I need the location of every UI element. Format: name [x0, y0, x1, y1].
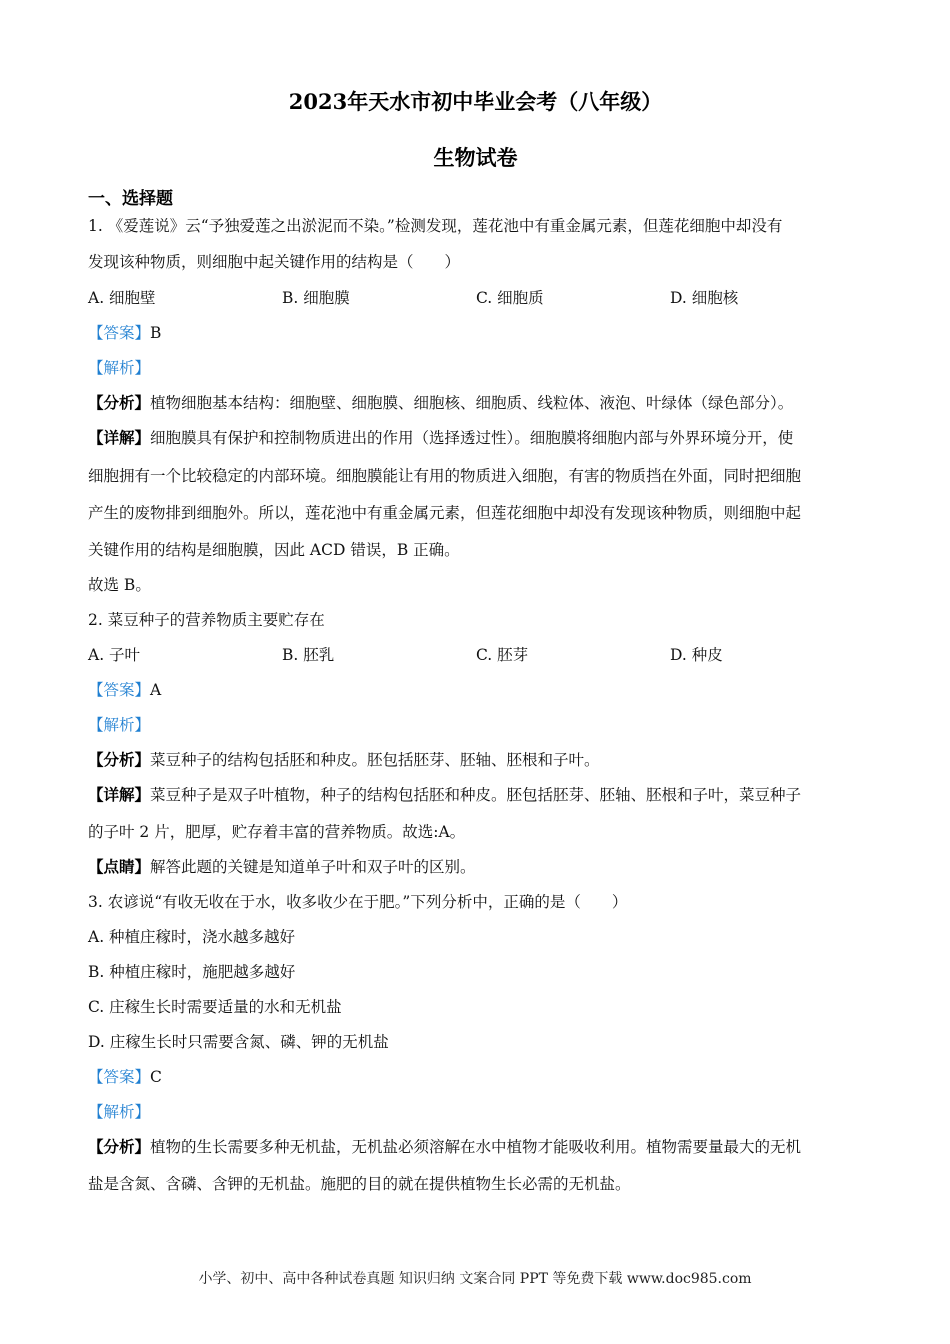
- q1-option-a: A. 细胞壁: [88, 289, 156, 307]
- q1-option-c: C. 细胞质: [476, 289, 544, 307]
- answer-value: B: [150, 324, 162, 342]
- xiangjie-text: 菜豆种子是双子叶植物，种子的结构包括胚和种皮。胚包括胚芽、胚轴、胚根和子叶，菜豆种子: [150, 786, 802, 804]
- q3-jiexi-tag: 【解析】: [88, 1103, 151, 1121]
- q2-dianjing: [88, 857, 476, 877]
- q2-fenxi: [88, 750, 600, 770]
- dianjing-tag: 【点睛】: [88, 857, 151, 876]
- fenxi-text: 植物的生长需要多种无机盐，无机盐必须溶解在水中植物才能吸收利用。植物需要量最大的无机: [150, 1138, 802, 1156]
- q3-option-b: B. 种植庄稼时，施肥越多越好: [88, 963, 296, 981]
- xiangjie-tag: 【详解】: [88, 785, 151, 804]
- exam-subtitle: 生物试卷: [433, 145, 518, 170]
- fenxi-tag: 【分析】: [88, 1137, 151, 1156]
- q2-xiangjie-line2: 的子叶 2 片，肥厚，贮存着丰富的营养物质。故选:A。: [88, 823, 466, 841]
- q3-fenxi-line1: [88, 1137, 801, 1157]
- answer-tag: 【答案】: [88, 681, 151, 699]
- answer-tag: 【答案】: [88, 324, 151, 342]
- q1-xiangjie-line1: [88, 428, 793, 448]
- exam-title: 2023年天水市初中毕业会考（八年级）: [288, 89, 663, 114]
- dianjing-text: 解答此题的关键是知道单子叶和双子叶的区别。: [150, 858, 476, 876]
- q1-conclusion: 故选 B。: [88, 576, 151, 594]
- q3-answer: [88, 1067, 162, 1087]
- q1-option-b: B. 细胞膜: [282, 289, 350, 307]
- q3-option-a: A. 种植庄稼时，浇水越多越好: [88, 928, 296, 946]
- q2-option-a: A. 子叶: [88, 646, 141, 664]
- q1-answer: [88, 323, 161, 343]
- q3-fenxi-line2: 盐是含氮、含磷、含钾的无机盐。施肥的目的就在提供植物生长必需的无机盐。: [88, 1175, 631, 1193]
- answer-tag: 【答案】: [88, 1068, 151, 1086]
- footer-text: 小学、初中、高中各种试卷真题 知识归纳 文案合同 PPT 等免费下载 www.doc985.com: [198, 1271, 752, 1287]
- q3-option-d: D. 庄稼生长时只需要含氮、磷、钾的无机盐: [88, 1033, 389, 1051]
- fenxi-tag: 【分析】: [88, 393, 151, 412]
- q1-xiangjie-line3: 产生的废物排到细胞外。所以，莲花池中有重金属元素，但莲花细胞中却没有发现该种物质，则细胞中起: [88, 504, 802, 522]
- q2-stem: 2. 菜豆种子的营养物质主要贮存在: [88, 611, 325, 629]
- q2-option-b: B. 胚乳: [282, 646, 335, 664]
- q1-stem-line1: 1. 《爱莲说》云“予独爱莲之出淤泥而不染。”检测发现，莲花池中有重金属元素，但莲花细胞中却没有: [88, 217, 783, 235]
- q2-xiangjie-line1: [88, 785, 801, 805]
- q2-answer: [88, 680, 161, 700]
- q3-option-c: C. 庄稼生长时需要适量的水和无机盐: [88, 998, 342, 1016]
- fenxi-text: 菜豆种子的结构包括胚和种皮。胚包括胚芽、胚轴、胚根和子叶。: [150, 751, 600, 769]
- fenxi-text: 植物细胞基本结构：细胞壁、细胞膜、细胞核、细胞质、线粒体、液泡、叶绿体（绿色部分）。: [150, 394, 794, 412]
- xiangjie-text: 细胞膜具有保护和控制物质进出的作用（选择透过性）。细胞膜将细胞内部与外界环境分开，使: [150, 429, 794, 447]
- q1-stem-line2: 发现该种物质，则细胞中起关键作用的结构是（ ）: [88, 253, 461, 271]
- q1-xiangjie-line4: 关键作用的结构是细胞膜，因此 ACD 错误，B 正确。: [88, 541, 460, 559]
- fenxi-tag: 【分析】: [88, 750, 151, 769]
- answer-value: A: [150, 681, 162, 699]
- q1-fenxi: [88, 393, 793, 413]
- q1-xiangjie-line2: 细胞拥有一个比较稳定的内部环境。细胞膜能让有用的物质进入细胞，有害的物质挡在外面，同时把细胞: [88, 467, 802, 485]
- q1-option-d: D. 细胞核: [670, 289, 739, 307]
- q2-option-d: D. 种皮: [670, 646, 723, 664]
- q1-jiexi-tag: 【解析】: [88, 359, 151, 377]
- q2-option-c: C. 胚芽: [476, 646, 529, 664]
- section-heading: 一、选择题: [88, 189, 173, 209]
- q3-stem: 3. 农谚说“有收无收在于水，收多收少在于肥。”下列分析中，正确的是（ ）: [88, 893, 628, 911]
- answer-value: C: [150, 1068, 162, 1086]
- xiangjie-tag: 【详解】: [88, 428, 151, 447]
- q2-jiexi-tag: 【解析】: [88, 716, 151, 734]
